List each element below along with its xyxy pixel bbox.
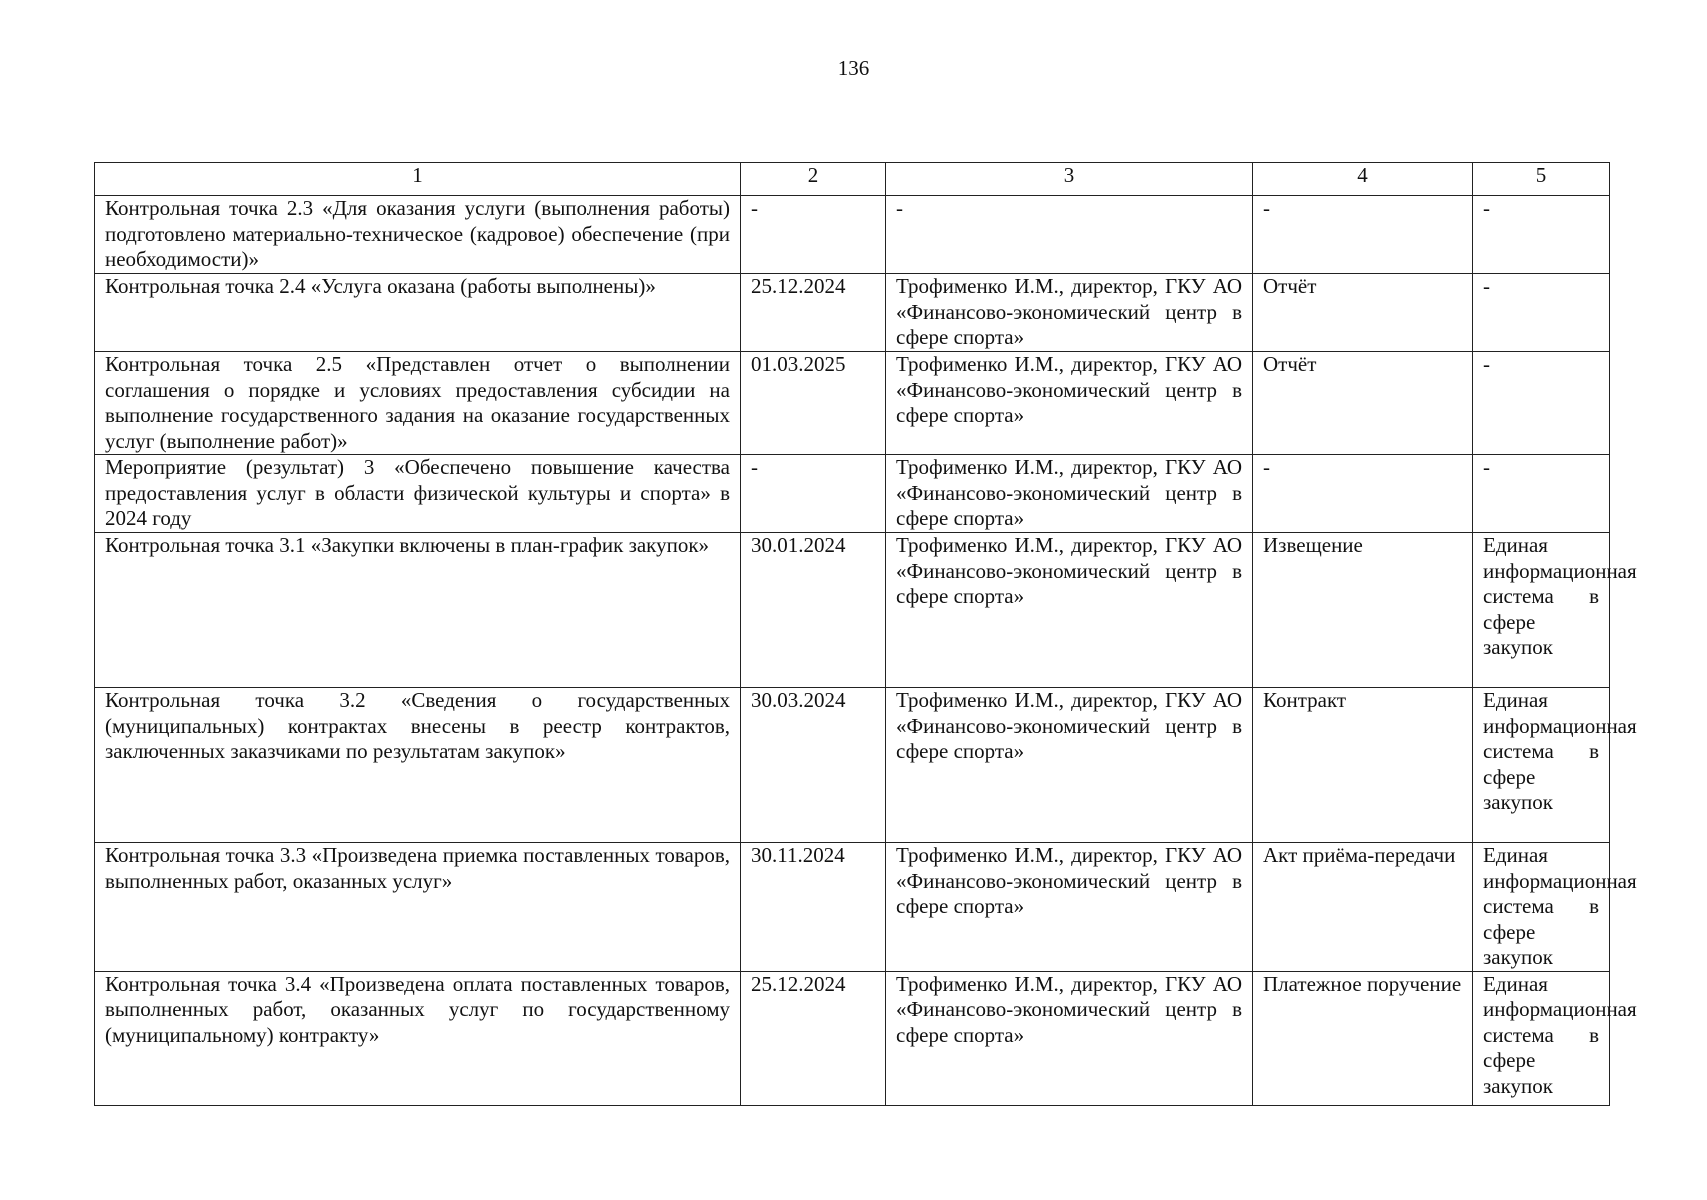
- cell-responsible: Трофименко И.М., директор, ГКУ АО «Финансово-экономический центр в сфере спорта»: [886, 352, 1253, 455]
- table-row: [95, 274, 1610, 352]
- cell-responsible: Трофименко И.М., директор, ГКУ АО «Финансово-экономический центр в сфере спорта»: [886, 971, 1253, 1105]
- cell-system: -: [1473, 196, 1610, 274]
- column-header-1: 1: [95, 163, 741, 196]
- cell-name: Контрольная точка 2.3 «Для оказания услуги (выполнения работы) подготовлено материально-техническое (кадровое) обеспечение (при необходимости)»: [95, 196, 741, 274]
- cell-system: Единая информационная система в сфере закупок: [1473, 533, 1610, 688]
- table-row: [95, 352, 1610, 455]
- cell-system: -: [1473, 352, 1610, 455]
- table-row: [95, 196, 1610, 274]
- cell-system: -: [1473, 274, 1610, 352]
- cell-document: Контракт: [1253, 688, 1473, 843]
- cell-system: Единая информационная система в сфере закупок: [1473, 843, 1610, 972]
- table-row: [95, 843, 1610, 972]
- cell-document: Отчёт: [1253, 274, 1473, 352]
- cell-date: 25.12.2024: [741, 971, 886, 1105]
- cell-date: 30.11.2024: [741, 843, 886, 972]
- column-header-4: 4: [1253, 163, 1473, 196]
- cell-document: Платежное поручение: [1253, 971, 1473, 1105]
- table-row: [95, 533, 1610, 688]
- table-row: [95, 455, 1610, 533]
- column-header-2: 2: [741, 163, 886, 196]
- cell-name: Контрольная точка 2.4 «Услуга оказана (работы выполнены)»: [95, 274, 741, 352]
- cell-name: Контрольная точка 3.1 «Закупки включены в план-график закупок»: [95, 533, 741, 688]
- cell-document: Акт приёма-передачи: [1253, 843, 1473, 972]
- cell-name: Контрольная точка 3.4 «Произведена оплата поставленных товаров, выполненных работ, оказанных услуг по государственному (муниципальному) контракту»: [95, 971, 741, 1105]
- cell-name: Мероприятие (результат) 3 «Обеспечено повышение качества предоставления услуг в области физической культуры и спорта» в 2024 году: [95, 455, 741, 533]
- table-header-row: [95, 163, 1610, 196]
- cell-document: Извещение: [1253, 533, 1473, 688]
- page-number: 136: [837, 56, 870, 80]
- column-header-3: 3: [886, 163, 1253, 196]
- cell-date: 30.03.2024: [741, 688, 886, 843]
- cell-date: 30.01.2024: [741, 533, 886, 688]
- control-points-table: [94, 162, 1637, 1106]
- cell-responsible: Трофименко И.М., директор, ГКУ АО «Финансово-экономический центр в сфере спорта»: [886, 688, 1253, 843]
- cell-date: 01.03.2025: [741, 352, 886, 455]
- cell-system: Единая информационная система в сфере закупок: [1473, 688, 1610, 843]
- cell-responsible: Трофименко И.М., директор, ГКУ АО «Финансово-экономический центр в сфере спорта»: [886, 843, 1253, 972]
- cell-name: Контрольная точка 3.3 «Произведена приемка поставленных товаров, выполненных работ, оказанных услуг»: [95, 843, 741, 972]
- table-row: [95, 971, 1610, 1105]
- cell-date: -: [741, 455, 886, 533]
- cell-responsible: Трофименко И.М., директор, ГКУ АО «Финансово-экономический центр в сфере спорта»: [886, 533, 1253, 688]
- cell-document: -: [1253, 455, 1473, 533]
- cell-date: 25.12.2024: [741, 274, 886, 352]
- cell-name: Контрольная точка 3.2 «Сведения о государственных (муниципальных) контрактах внесены в реестр контрактов, заключенных заказчиками по результатам закупок»: [95, 688, 741, 843]
- cell-date: -: [741, 196, 886, 274]
- table-row: [95, 688, 1610, 843]
- column-header-5: 5: [1473, 163, 1610, 196]
- cell-system: -: [1473, 455, 1610, 533]
- cell-name: Контрольная точка 2.5 «Представлен отчет о выполнении соглашения о порядке и условиях предоставления субсидии на выполнение государственного задания на оказание государственных услуг (выполнение работ)»: [95, 352, 741, 455]
- cell-document: -: [1253, 196, 1473, 274]
- cell-responsible: Трофименко И.М., директор, ГКУ АО «Финансово-экономический центр в сфере спорта»: [886, 455, 1253, 533]
- cell-document: Отчёт: [1253, 352, 1473, 455]
- cell-responsible: -: [886, 196, 1253, 274]
- cell-system: Единая информационная система в сфере закупок: [1473, 971, 1610, 1105]
- cell-responsible: Трофименко И.М., директор, ГКУ АО «Финансово-экономический центр в сфере спорта»: [886, 274, 1253, 352]
